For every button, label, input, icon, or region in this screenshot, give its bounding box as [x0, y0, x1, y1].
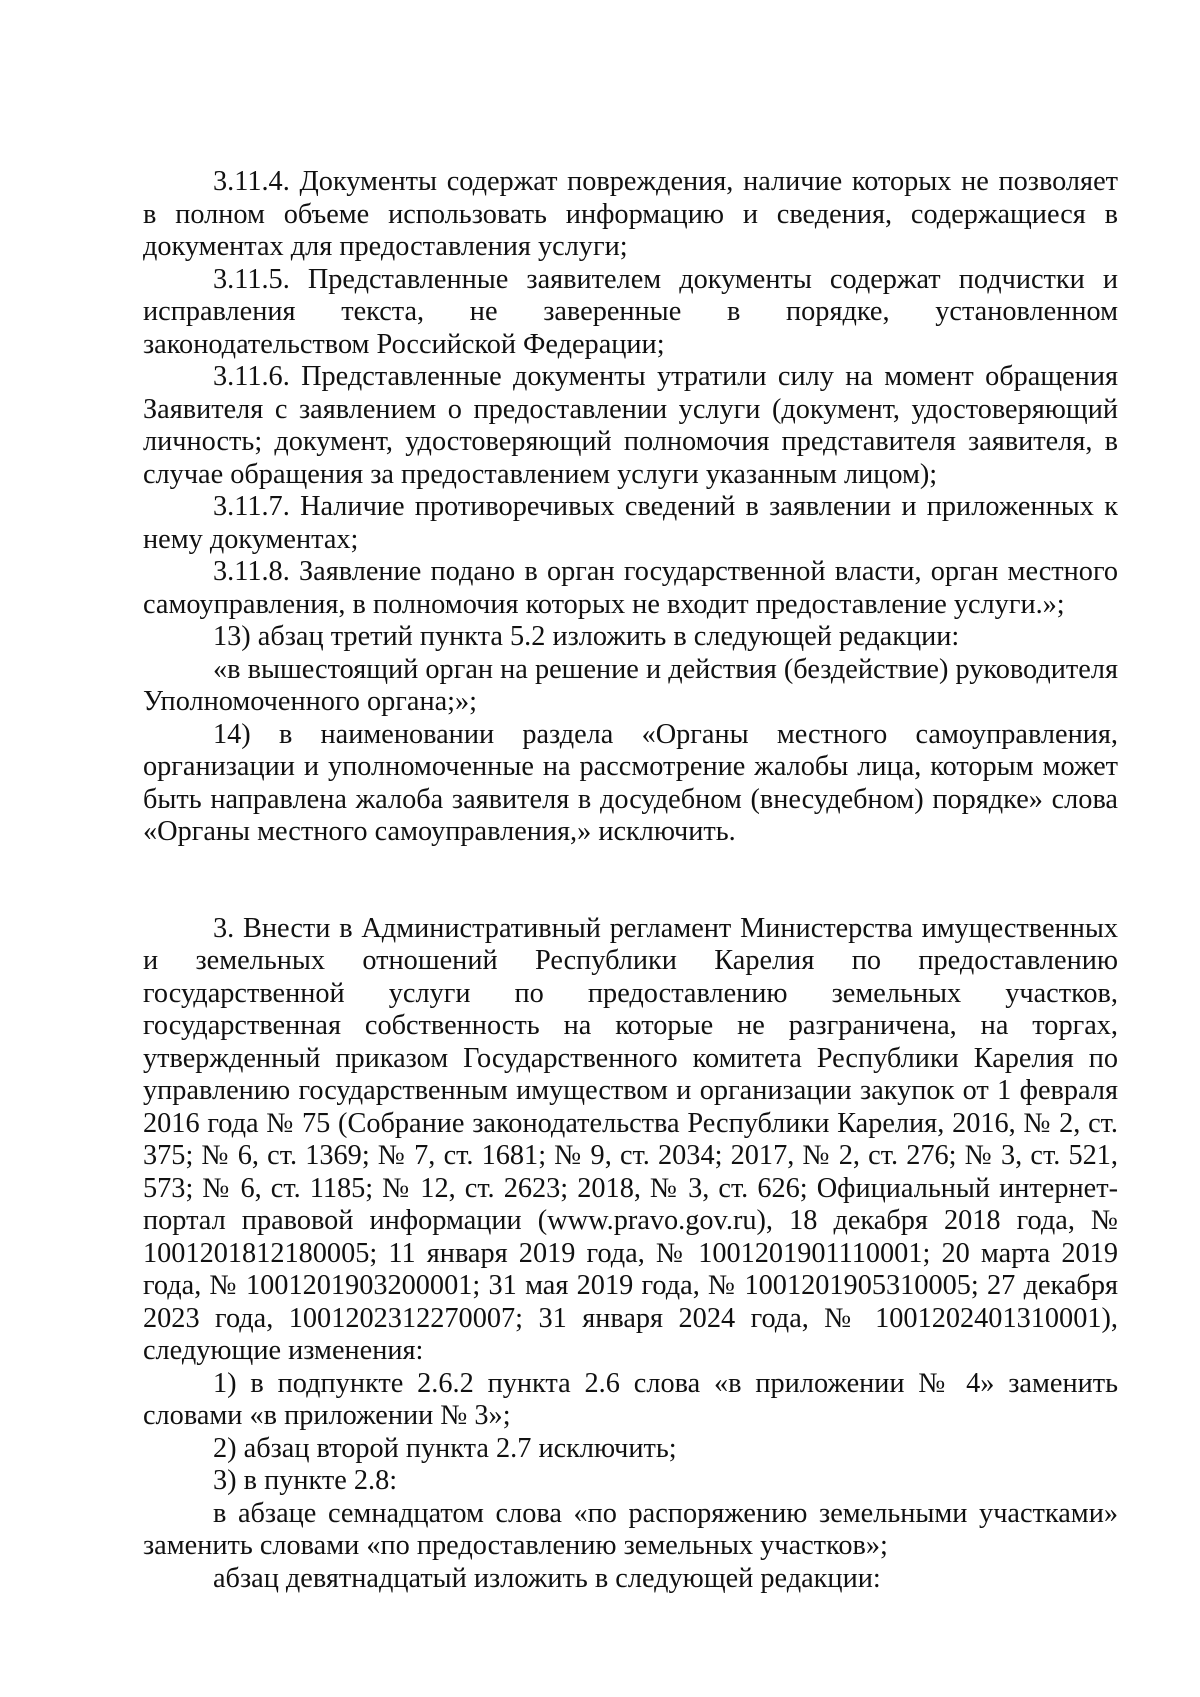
paragraph-item-3-b: абзац девятнадцатый изложить в следующей редакции:: [213, 1562, 881, 1594]
document-body: [143, 166, 1118, 1595]
paragraph-item-2: 2) абзац второй пункта 2.7 исключить;: [213, 1432, 677, 1464]
paragraph-item-13: 13) абзац третий пункта 5.2 изложить в следующей редакции:: [213, 621, 960, 652]
section-spacer: [143, 849, 1118, 913]
paragraph-item-14: 14) в наименовании раздела «Органы местного самоуправления, организации и уполномоченные на рассмотрение жалобы лица, которым может быть направлена жалоба заявителя в досудебном (внесудебном) порядке» слова «Органы местного самоуправления,» исключить.: [143, 718, 1118, 847]
paragraph-3-11-6: 3.11.6. Представленные документы утратили силу на момент обращения Заявителя с заявлением о предоставлении услуги (документ, удостоверяющий личность; документ, удостоверяющий полномочия представителя заявителя, в случае обращения за предоставлением услуги указанным лицом);: [143, 361, 1118, 490]
paragraph-item-3-a: в абзаце семнадцатом слова «по распоряжению земельными участками» заменить словами «по предоставлению земельных участков»;: [143, 1497, 1118, 1561]
paragraph-section-3: 3. Внести в Административный регламент Министерства имущественных и земельных отношений Республики Карелия по предоставлению государственной услуги по предоставлению земельных участков, государственная собственность на которые не разграничена, на торгах, утвержденный приказом Государственного комитета Республики Карелия по управлению государственным имуществом и организации закупок от 1 февраля 2016 года № 75 (Собрание законодательства Республики Карелия, 2016, № 2, ст. 375; № 6, ст. 1369; № 7, ст. 1681; № 9, ст. 2034; 2017, № 2, ст. 276; № 3, ст. 521, 573; № 6, ст. 1185; № 12, ст. 2623; 2018, № 3, ст. 626; Официальный интернет-портал правовой информации (www.pravo.gov.ru), 18 декабря 2018 года, № 1001201812180005; 11 января 2019 года, № 1001201901110001; 20 марта 2019 года, № 1001201903200001; 31 мая 2019 года, № 1001201905310005; 27 декабря 2023 года, 1001202312270007; 31 января 2024 года, № 1001202401310001), следующие изменения:: [143, 912, 1118, 1366]
paragraph-3-11-5: 3.11.5. Представленные заявителем документы содержат подчистки и исправления текста, не заверенные в порядке, установленном законодательством Российской Федерации;: [143, 263, 1118, 360]
paragraph-3-11-4: 3.11.4. Документы содержат повреждения, наличие которых не позволяет в полном объеме использовать информацию и сведения, содержащиеся в документах для предоставления услуги;: [143, 166, 1118, 262]
paragraph-item-1: 1) в подпункте 2.6.2 пункта 2.6 слова «в приложении № 4» заменить словами «в приложении № 3»;: [143, 1367, 1118, 1431]
paragraph-3-11-8: 3.11.8. Заявление подано в орган государственной власти, орган местного самоуправления, в полномочия которых не входит предоставление услуги.»;: [143, 556, 1118, 620]
paragraph-3-11-7: 3.11.7. Наличие противоречивых сведений в заявлении и приложенных к нему документах;: [143, 491, 1118, 555]
paragraph-item-13-quote: «в вышестоящий орган на решение и действия (бездействие) руководителя Уполномоченного органа;»;: [143, 653, 1118, 717]
paragraph-item-3: 3) в пункте 2.8:: [213, 1465, 398, 1496]
